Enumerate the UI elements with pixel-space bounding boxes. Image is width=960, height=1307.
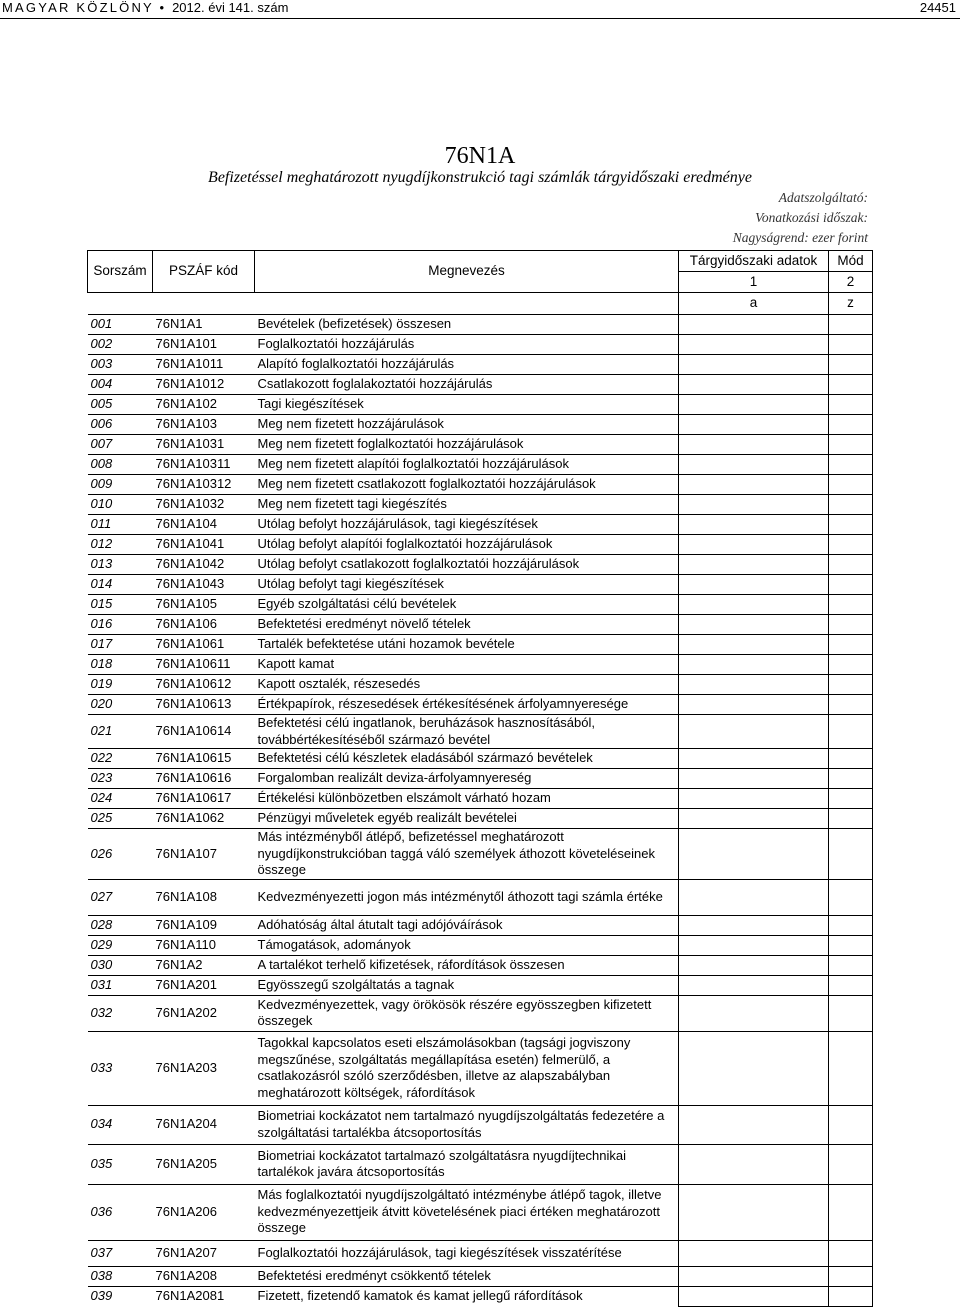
- row-number: 016: [88, 615, 153, 635]
- row-name: Kedvezményezettek, vagy örökösök részére egyösszegben kifizetett összegek: [255, 995, 679, 1031]
- value-cell-2[interactable]: [829, 315, 873, 335]
- table-row: [88, 675, 873, 695]
- table-row: [88, 655, 873, 675]
- col-number-1: 1: [679, 272, 829, 293]
- table-row: [88, 1240, 873, 1266]
- table-row: [88, 1286, 873, 1306]
- value-cell-2[interactable]: [829, 789, 873, 809]
- row-number: 014: [88, 575, 153, 595]
- value-cell-1[interactable]: [679, 749, 829, 769]
- value-cell-1[interactable]: [679, 395, 829, 415]
- row-code: 76N1A10614: [153, 715, 255, 749]
- row-code: 76N1A208: [153, 1266, 255, 1286]
- table-row: [88, 1031, 873, 1105]
- value-cell-2[interactable]: [829, 1184, 873, 1240]
- table-row: [88, 595, 873, 615]
- table-row: [88, 809, 873, 829]
- value-cell-1[interactable]: [679, 495, 829, 515]
- table-row: [88, 495, 873, 515]
- value-cell-1[interactable]: [679, 879, 829, 915]
- journal-title: [2, 0, 288, 15]
- row-number: 030: [88, 955, 153, 975]
- row-number: 021: [88, 715, 153, 749]
- row-code: 76N1A10612: [153, 675, 255, 695]
- row-code: 76N1A102: [153, 395, 255, 415]
- value-cell-2[interactable]: [829, 955, 873, 975]
- row-name: Befektetési célú készletek eladásából származó bevételek: [255, 749, 679, 769]
- value-cell-1[interactable]: [679, 435, 829, 455]
- value-cell-1[interactable]: [679, 315, 829, 335]
- table-row: [88, 975, 873, 995]
- value-cell-1[interactable]: [679, 455, 829, 475]
- row-name: Meg nem fizetett hozzájárulások: [255, 415, 679, 435]
- row-name: Egyéb szolgáltatási célú bevételek: [255, 595, 679, 615]
- value-cell-1[interactable]: [679, 575, 829, 595]
- form-subtitle: Befizetéssel meghatározott nyugdíjkonstrukció tagi számlák tárgyidőszaki eredménye: [208, 169, 752, 186]
- value-cell-1[interactable]: [679, 675, 829, 695]
- row-number: 002: [88, 335, 153, 355]
- table-row: [88, 789, 873, 809]
- table-row: [88, 315, 873, 335]
- value-cell-1[interactable]: [679, 829, 829, 880]
- row-number: 020: [88, 695, 153, 715]
- header-spacer: [255, 293, 679, 315]
- row-number: 034: [88, 1105, 153, 1144]
- form-title: 76N1A: [444, 143, 516, 169]
- journal-name: MAGYAR KÖZLÖNY: [2, 0, 154, 15]
- value-cell-2[interactable]: [829, 975, 873, 995]
- table-row: [88, 935, 873, 955]
- value-cell-1[interactable]: [679, 1031, 829, 1105]
- value-cell-1[interactable]: [679, 935, 829, 955]
- row-name: Kapott kamat: [255, 655, 679, 675]
- value-cell-1[interactable]: [679, 955, 829, 975]
- provider-label: Adatszolgáltató:: [778, 190, 868, 205]
- table-row: [88, 1105, 873, 1144]
- row-number: 003: [88, 355, 153, 375]
- value-cell-2[interactable]: [829, 769, 873, 789]
- value-cell-2[interactable]: [829, 809, 873, 829]
- value-cell-2[interactable]: [829, 879, 873, 915]
- value-cell-2[interactable]: [829, 1144, 873, 1184]
- row-name: Befektetési eredményt növelő tételek: [255, 615, 679, 635]
- value-cell-2[interactable]: [829, 515, 873, 535]
- row-name: Értékelési különbözetben elszámolt várható hozam: [255, 789, 679, 809]
- row-code: 76N1A10312: [153, 475, 255, 495]
- row-number: 037: [88, 1240, 153, 1266]
- row-number: 017: [88, 635, 153, 655]
- value-cell-1[interactable]: [679, 335, 829, 355]
- table-row: [88, 435, 873, 455]
- row-name: Tartalék befektetése utáni hozamok bevétele: [255, 635, 679, 655]
- row-number: 019: [88, 675, 153, 695]
- row-code: 76N1A109: [153, 915, 255, 935]
- value-cell-2[interactable]: [829, 375, 873, 395]
- row-name: Befektetési eredményt csökkentő tételek: [255, 1266, 679, 1286]
- row-code: 76N1A1061: [153, 635, 255, 655]
- row-number: 022: [88, 749, 153, 769]
- col-number-2: 2: [829, 272, 873, 293]
- row-code: 76N1A107: [153, 829, 255, 880]
- row-code: 76N1A1042: [153, 555, 255, 575]
- table-row: [88, 415, 873, 435]
- header-spacer: [153, 293, 255, 315]
- table-row: [88, 695, 873, 715]
- row-code: 76N1A202: [153, 995, 255, 1031]
- table-row: [88, 575, 873, 595]
- data-table: [87, 250, 873, 1307]
- row-number: 026: [88, 829, 153, 880]
- table-row: [88, 335, 873, 355]
- row-number: 031: [88, 975, 153, 995]
- row-number: 010: [88, 495, 153, 515]
- header-spacer: [88, 293, 153, 315]
- row-code: 76N1A1041: [153, 535, 255, 555]
- running-header: [0, 0, 960, 19]
- value-cell-1[interactable]: [679, 595, 829, 615]
- row-code: 76N1A1043: [153, 575, 255, 595]
- page-number: 24451: [919, 0, 956, 15]
- period-label: Vonatkozási időszak:: [755, 210, 868, 225]
- row-code: 76N1A106: [153, 615, 255, 635]
- row-code: 76N1A10615: [153, 749, 255, 769]
- value-cell-2[interactable]: [829, 1105, 873, 1144]
- row-code: 76N1A110: [153, 935, 255, 955]
- row-code: 76N1A204: [153, 1105, 255, 1144]
- row-code: 76N1A2081: [153, 1286, 255, 1306]
- issue-number: 2012. évi 141. szám: [172, 0, 289, 15]
- value-cell-2[interactable]: [829, 1031, 873, 1105]
- value-cell-2[interactable]: [829, 435, 873, 455]
- row-number: 038: [88, 1266, 153, 1286]
- row-number: 009: [88, 475, 153, 495]
- row-number: 024: [88, 789, 153, 809]
- row-name: Befektetési célú ingatlanok, beruházások hasznosításából, továbbértékesítéséből származó bevétel: [255, 715, 679, 749]
- row-name: Kedvezményezetti jogon más intézménytől áthozott tagi számla értéke: [255, 879, 679, 915]
- value-cell-1[interactable]: [679, 695, 829, 715]
- row-number: 028: [88, 915, 153, 935]
- row-name: Biometriai kockázatot nem tartalmazó nyugdíjszolgáltatás fedezetére a szolgáltatási tartalékba átcsoportosítás: [255, 1105, 679, 1144]
- table-row: [88, 515, 873, 535]
- value-cell-2[interactable]: [829, 475, 873, 495]
- value-cell-2[interactable]: [829, 395, 873, 415]
- value-cell-1[interactable]: [679, 915, 829, 935]
- value-cell-1[interactable]: [679, 1240, 829, 1266]
- row-code: 76N1A1012: [153, 375, 255, 395]
- table-row: [88, 955, 873, 975]
- row-name: Meg nem fizetett alapítói foglalkoztatói hozzájárulások: [255, 455, 679, 475]
- row-number: 004: [88, 375, 153, 395]
- row-name: Forgalomban realizált deviza-árfolyamnyereség: [255, 769, 679, 789]
- value-cell-1[interactable]: [679, 1184, 829, 1240]
- value-cell-1[interactable]: [679, 375, 829, 395]
- row-number: 005: [88, 395, 153, 415]
- row-name: Pénzügyi műveletek egyéb realizált bevételei: [255, 809, 679, 829]
- row-code: 76N1A10617: [153, 789, 255, 809]
- row-name: Utólag befolyt alapítói foglalkoztatói hozzájárulások: [255, 535, 679, 555]
- table-row: [88, 749, 873, 769]
- row-code: 76N1A207: [153, 1240, 255, 1266]
- unit-label: Nagyságrend: ezer forint: [732, 230, 868, 245]
- value-cell-1[interactable]: [679, 1286, 829, 1306]
- value-cell-2[interactable]: [829, 575, 873, 595]
- row-name: Foglalkoztatói hozzájárulás: [255, 335, 679, 355]
- value-cell-2[interactable]: [829, 535, 873, 555]
- row-code: 76N1A205: [153, 1144, 255, 1184]
- row-name: Foglalkoztatói hozzájárulások, tagi kiegészítések visszatérítése: [255, 1240, 679, 1266]
- value-cell-2[interactable]: [829, 655, 873, 675]
- row-name: Értékpapírok, részesedések értékesítésének árfolyamnyeresége: [255, 695, 679, 715]
- row-code: 76N1A203: [153, 1031, 255, 1105]
- value-cell-1[interactable]: [679, 615, 829, 635]
- row-name: Kapott osztalék, részesedés: [255, 675, 679, 695]
- row-number: 023: [88, 769, 153, 789]
- row-name: Egyösszegű szolgáltatás a tagnak: [255, 975, 679, 995]
- table-row: [88, 715, 873, 749]
- value-cell-1[interactable]: [679, 995, 829, 1031]
- row-name: Tagokkal kapcsolatos eseti elszámolásokban (tagsági jogviszony megszűnése, szolgáltatás megállapítása esetén) felmerülő, a csatlakozásról szóló szerződésben, illetve az alapszabályban meghatározott költségek, ráfordítások: [255, 1031, 679, 1105]
- row-code: 76N1A10311: [153, 455, 255, 475]
- row-name: Csatlakozott foglalakoztatói hozzájárulás: [255, 375, 679, 395]
- table-row: [88, 395, 873, 415]
- row-number: 015: [88, 595, 153, 615]
- value-cell-1[interactable]: [679, 475, 829, 495]
- table-row: [88, 769, 873, 789]
- value-cell-2[interactable]: [829, 1286, 873, 1306]
- row-name: Biometriai kockázatot tartalmazó szolgáltatásra nyugdíjtechnikai tartalékok javára átcsoportosítás: [255, 1144, 679, 1184]
- row-code: 76N1A2: [153, 955, 255, 975]
- row-code: 76N1A103: [153, 415, 255, 435]
- value-cell-2[interactable]: [829, 415, 873, 435]
- row-code: 76N1A206: [153, 1184, 255, 1240]
- row-code: 76N1A1031: [153, 435, 255, 455]
- table-row: [88, 355, 873, 375]
- table-row: [88, 1144, 873, 1184]
- row-name: Meg nem fizetett foglalkoztatói hozzájárulások: [255, 435, 679, 455]
- value-cell-1[interactable]: [679, 555, 829, 575]
- value-cell-2[interactable]: [829, 935, 873, 955]
- table-row: [88, 995, 873, 1031]
- col-code-a: a: [679, 293, 829, 315]
- table-body: [88, 315, 873, 1307]
- table-row: [88, 635, 873, 655]
- row-number: 012: [88, 535, 153, 555]
- row-number: 032: [88, 995, 153, 1031]
- value-cell-1[interactable]: [679, 789, 829, 809]
- row-number: 011: [88, 515, 153, 535]
- col-header-sorszam: Sorszám: [88, 251, 153, 293]
- row-code: 76N1A101: [153, 335, 255, 355]
- value-cell-1[interactable]: [679, 975, 829, 995]
- table-row: [88, 879, 873, 915]
- value-cell-2[interactable]: [829, 495, 873, 515]
- row-code: 76N1A10616: [153, 769, 255, 789]
- value-cell-2[interactable]: [829, 695, 873, 715]
- value-cell-2[interactable]: [829, 595, 873, 615]
- row-name: Más foglalkoztatói nyugdíjszolgáltató intézménybe átlépő tagok, illetve kedvezményezettjeik átvitt követelésének piaci értéken meghatározott összege: [255, 1184, 679, 1240]
- row-code: 76N1A10613: [153, 695, 255, 715]
- value-cell-1[interactable]: [679, 415, 829, 435]
- row-number: 008: [88, 455, 153, 475]
- value-cell-1[interactable]: [679, 809, 829, 829]
- row-name: Utólag befolyt hozzájárulások, tagi kiegészítések: [255, 515, 679, 535]
- row-name: A tartalékot terhelő kifizetések, ráfordítások összesen: [255, 955, 679, 975]
- table-row: [88, 535, 873, 555]
- table-row: [88, 915, 873, 935]
- row-number: 027: [88, 879, 153, 915]
- row-code: 76N1A104: [153, 515, 255, 535]
- row-name: Utólag befolyt tagi kiegészítések: [255, 575, 679, 595]
- value-cell-2[interactable]: [829, 335, 873, 355]
- value-cell-1[interactable]: [679, 535, 829, 555]
- table-row: [88, 829, 873, 880]
- value-cell-1[interactable]: [679, 635, 829, 655]
- table-row: [88, 1184, 873, 1240]
- col-header-pszaf: PSZÁF kód: [153, 251, 255, 293]
- value-cell-1[interactable]: [679, 1266, 829, 1286]
- row-name: Bevételek (befizetések) összesen: [255, 315, 679, 335]
- table-row: [88, 555, 873, 575]
- row-name: Támogatások, adományok: [255, 935, 679, 955]
- row-code: 76N1A1: [153, 315, 255, 335]
- row-number: 035: [88, 1144, 153, 1184]
- value-cell-2[interactable]: [829, 1266, 873, 1286]
- row-name: Adóhatóság által átutalt tagi adójóváírások: [255, 915, 679, 935]
- value-cell-2[interactable]: [829, 455, 873, 475]
- col-header-targyidoszaki: Tárgyidőszaki adatok: [679, 251, 829, 272]
- value-cell-2[interactable]: [829, 555, 873, 575]
- value-cell-1[interactable]: [679, 655, 829, 675]
- table-row: [88, 1266, 873, 1286]
- row-code: 76N1A201: [153, 975, 255, 995]
- value-cell-2[interactable]: [829, 915, 873, 935]
- row-number: 025: [88, 809, 153, 829]
- row-number: 006: [88, 415, 153, 435]
- row-code: 76N1A1062: [153, 809, 255, 829]
- row-code: 76N1A1032: [153, 495, 255, 515]
- row-name: Alapító foglalkoztatói hozzájárulás: [255, 355, 679, 375]
- row-code: 76N1A1011: [153, 355, 255, 375]
- row-code: 76N1A10611: [153, 655, 255, 675]
- row-number: 036: [88, 1184, 153, 1240]
- value-cell-1[interactable]: [679, 715, 829, 749]
- row-number: 029: [88, 935, 153, 955]
- row-number: 033: [88, 1031, 153, 1105]
- row-code: 76N1A105: [153, 595, 255, 615]
- table-row: [88, 475, 873, 495]
- table-row: [88, 455, 873, 475]
- value-cell-2[interactable]: [829, 749, 873, 769]
- value-cell-2[interactable]: [829, 715, 873, 749]
- row-number: 013: [88, 555, 153, 575]
- row-number: 001: [88, 315, 153, 335]
- value-cell-2[interactable]: [829, 615, 873, 635]
- value-cell-1[interactable]: [679, 355, 829, 375]
- table-row: [88, 375, 873, 395]
- row-number: 018: [88, 655, 153, 675]
- row-name: Tagi kiegészítések: [255, 395, 679, 415]
- value-cell-2[interactable]: [829, 355, 873, 375]
- col-code-z: z: [829, 293, 873, 315]
- value-cell-1[interactable]: [679, 515, 829, 535]
- row-name: Fizetett, fizetendő kamatok és kamat jellegű ráfordítások: [255, 1286, 679, 1306]
- row-code: 76N1A108: [153, 879, 255, 915]
- row-number: 007: [88, 435, 153, 455]
- table-row: [88, 615, 873, 635]
- bullet: •: [159, 0, 167, 15]
- value-cell-1[interactable]: [679, 1144, 829, 1184]
- row-number: 039: [88, 1286, 153, 1306]
- row-name: Más intézményből átlépő, befizetéssel meghatározott nyugdíjkonstrukcióban taggá váló személyek áthozott követeléseinek összege: [255, 829, 679, 880]
- value-cell-1[interactable]: [679, 769, 829, 789]
- row-name: Meg nem fizetett csatlakozott foglalkoztatói hozzájárulások: [255, 475, 679, 495]
- value-cell-1[interactable]: [679, 1105, 829, 1144]
- col-header-mod: Mód: [829, 251, 873, 272]
- value-cell-2[interactable]: [829, 635, 873, 655]
- row-name: Utólag befolyt csatlakozott foglalkoztatói hozzájárulások: [255, 555, 679, 575]
- row-name: Meg nem fizetett tagi kiegészítés: [255, 495, 679, 515]
- value-cell-2[interactable]: [829, 675, 873, 695]
- value-cell-2[interactable]: [829, 829, 873, 880]
- value-cell-2[interactable]: [829, 995, 873, 1031]
- value-cell-2[interactable]: [829, 1240, 873, 1266]
- col-header-megnevezes: Megnevezés: [255, 251, 679, 293]
